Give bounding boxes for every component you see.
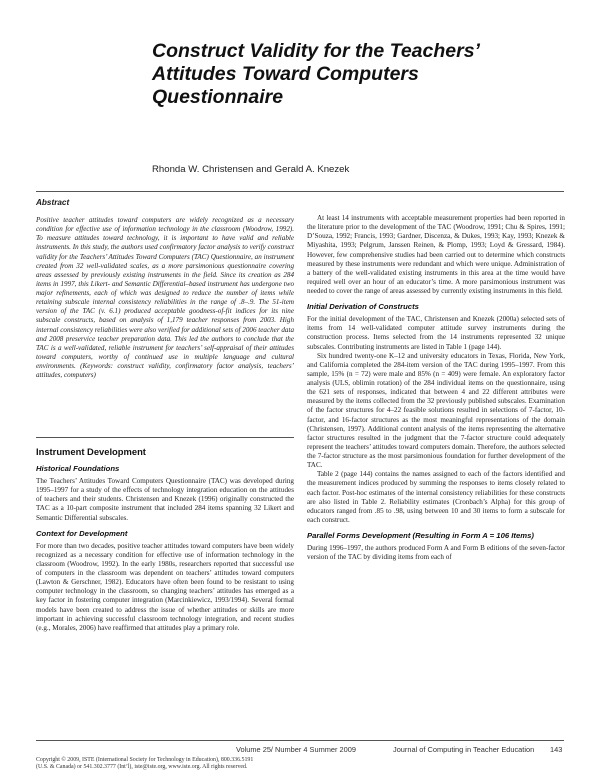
copyright-line-2: (U.S. & Canada) or 541.302.3777 (Int’l), iste@iste.org, www.iste.org. All rights reserved.: [36, 764, 248, 771]
subheading-parallel-forms: Parallel Forms Development (Resulting in Form A = 106 Items): [307, 531, 534, 540]
section-heading-instrument-development: Instrument Development: [36, 446, 146, 457]
copyright-notice: [36, 757, 253, 771]
paragraph-historical-foundations: The Teachers’ Attitudes Toward Computers Questionnaire (TAC) was developed during 1995–1997 for a study of the effects of technology integration education on the attitudes of teachers and their students. Christensen and Knezek (1996) originally constructed the TAC as a 10-part composite instrument that included 284 items spanning 32 Likert and Semantic Differential subscales.: [36, 477, 294, 522]
paragraph-sample-analysis: Six hundred twenty-one K–12 and university educators in Texas, Florida, New York, and California completed the 284-item version of the TAC during 1995–1997. From this sample, 15% (n = 72) were male and 85% (n = 409) were female. An exploratory factor analysis (ULS, oblimin rotation) of the 284 individual items on the questionnaire, using the 621 sets of responses, indicated that between 4 and 22 different attributes were measured by the items collected from the 32 previously published subscales. Examination of the factor structures for 4–22 feasible solutions resulted in selections of 7-factor, 10-factor, and 16-factor structures as the most meaningful representations of the domain (Christensen, 1997). Additional content analysis of the items representing the alternative factor structures resulted in the judgment that the 7-factor structure could adequately represent the teachers’ attitudes toward computers domain. Therefore, the authors selected the 7-factor structure as the most parsimonious foundation for further development of the TAC.: [307, 351, 565, 470]
footer-rule: [36, 740, 564, 741]
subheading-initial-derivation: Initial Derivation of Constructs: [307, 302, 419, 312]
left-column: [36, 458, 294, 633]
footer-issue: Volume 25/ Number 4 Summer 2009: [236, 745, 356, 754]
abstract-rule: [36, 437, 294, 438]
footer-page-number: 143: [550, 745, 563, 754]
paragraph-instruments: At least 14 instruments with acceptable measurement properties had been reported in the literature prior to the development of the TAC (Woodrow, 1991; Chu & Spires, 1991; D’Souza, 1992; Francis, 1993; Gardner, Discenza, & Dukes, 1993; Kay, 1993; Knezek & Miyashita, 1993; Pelgrum, Janssen Reinen, & Plomp, 1993; Loyd & Gressard, 1984). However, few comprehensive studies had been carried out to determine which constructs measured by these instruments were redundant and which were unique. Administration of a battery of the well-validated existing instruments in this area at the time would have required well over an hour of an educator’s time. A more parsimonious instrument was needed to cover the range of areas assessed by currently existing instruments in this field.: [307, 214, 565, 295]
subheading-historical-foundations: Historical Foundations: [36, 464, 120, 473]
paragraph-initial-derivation: For the initial development of the TAC, Christensen and Knezek (2000a) selected sets of items from 14 well-validated computer attitude survey instruments during the construction process. Items selected from the 14 instruments represented 32 unique subscales. Contributing instruments are listed in Table 1 (page 144).: [307, 315, 565, 351]
article-authors: Rhonda W. Christensen and Gerald A. Knezek: [152, 164, 350, 175]
paragraph-table-2: Table 2 (page 144) contains the names assigned to each of the factors identified and the measurement indices produced by summing the responses to items closely related to each factor. Post-hoc estimates of the internal consistency reliabilities for these constructs are also listed in Table 2. Reliability estimates (Cronbach’s Alpha) for this group of educators ranged from .85 to .98, using between 10 and 30 items to form a subscale for each construct.: [307, 470, 565, 524]
copyright-line-1: Copyright © 2009, ISTE (International Society for Technology in Education), 800.336.5191: [36, 757, 254, 763]
paragraph-context-for-development: For more than two decades, positive teacher attitudes toward computers have been widely recognized as a necessary condition for effective use of information technology in the classroom (Woodrow, 1992). In the early 1980s, researchers reported that successful use of computers in the classroom was dependent on teachers’ attitudes toward computers (Lawton & Gerschner, 1982). Educators have often been found to be resistant to using computer technology in the classroom, so changing teachers’ attitudes has emerged as a key factor in fostering computer integration (Marcinkiewicz, 1993/1994). Several formal models have been created to address the issue of whether attitudes or skills are more important in achieving successful classroom technology integration, and recent studies (e.g., Morales, 2006) have reaffirmed that attitudes play a primary role.: [36, 541, 294, 632]
abstract-text: Positive teacher attitudes toward computers are widely recognized as a necessary condition for effective use of information technology in the classroom (Woodrow, 1992). To measure attitudes toward technology, it is important to have valid and reliable instruments. In this study, the authors used confirmatory factor analysis to verify construct validity for the Teachers’ Attitudes Toward Computers (TAC) Questionnaire, an instrument created from 32 well-validated scales, as a more parsimonious questionnaire covering areas assessed by previously existing instruments in the field. Since its creation as 284 items in 1997, this Likert- and Semantic Differential–based instrument has undergone two major refinements, each of which was designed to reduce the number of items while retaining subscale internal consistency reliabilities in the range of .8–.9. The 51-item version of the TAC (v. 6.1) produced acceptable goodness-of-fit indices for its nine subscale constructs, based on analysis of 1,179 teacher responses from 2003. High internal consistency reliabilities were also verified for additional sets of 2006 teacher data and 2008 preservice teacher preparation data. This led the authors to conclude that the TAC is a well-validated, reliable instrument for teachers’ self-appraisal of their attitudes toward computers, worthy of continued use in multiple language and cultural environments. (Keywords: construct validity, confirmatory factor analysis, teachers’ attitudes, computers): [36, 216, 294, 380]
paragraph-parallel-forms: During 1996–1997, the authors produced Form A and Form B editions of the seven-factor version of the TAC by dividing items from each of: [307, 544, 565, 562]
footer-journal: Journal of Computing in Teacher Education: [393, 745, 535, 754]
article-title: Construct Validity for the Teachers’ Attitudes Toward Computers Questionnaire: [152, 40, 480, 108]
subheading-context-for-development: Context for Development: [36, 528, 128, 538]
abstract-heading: Abstract: [36, 198, 70, 207]
header-rule: [36, 191, 564, 192]
right-column: [307, 214, 565, 562]
